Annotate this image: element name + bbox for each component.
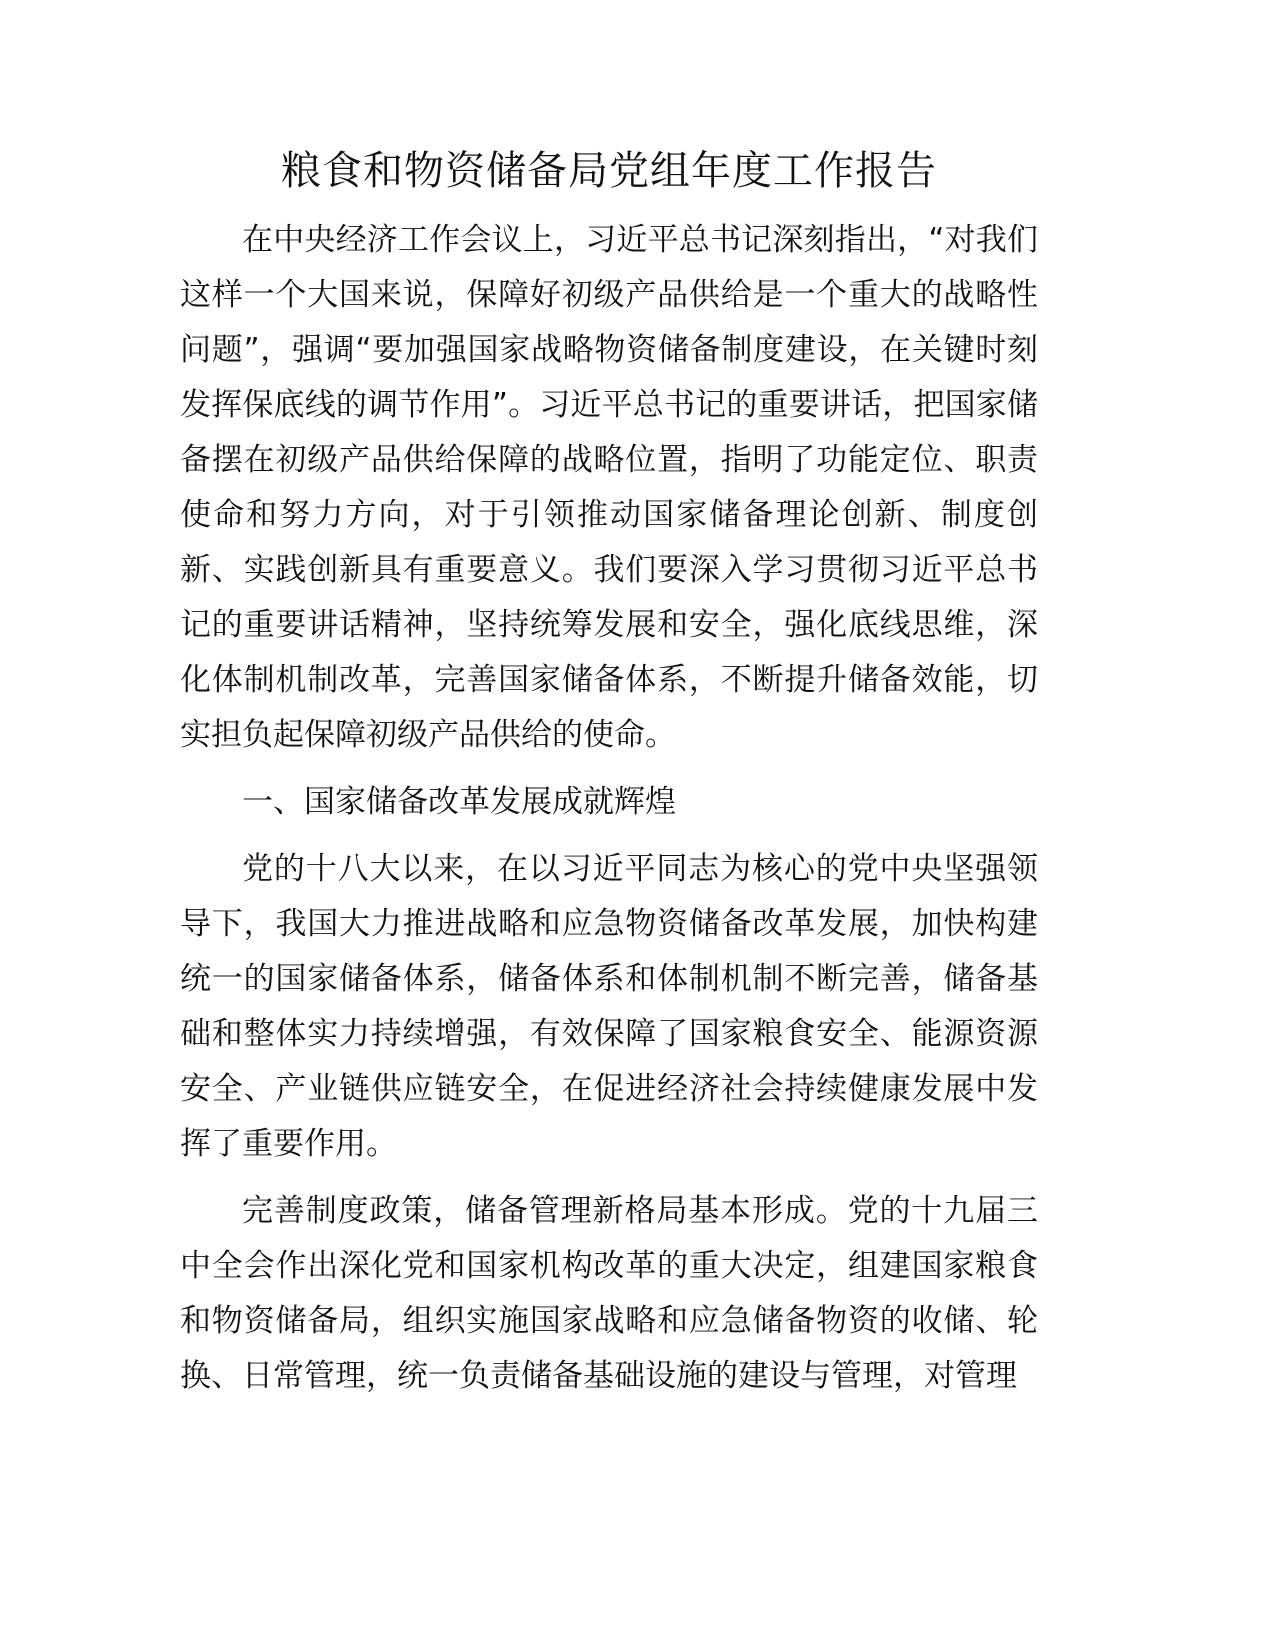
paragraph-intro: 在中央经济工作会议上，习近平总书记深刻指出，“对我们这样一个大国来说，保障好初级产品供给是一个重大的战略性问题”，强调“要加强国家战略物资储备制度建设，在关键时刻发挥保底线的调节作用”。习近平总书记的重要讲话，把国家储备摆在初级产品供给保障的战略位置，指明了功能定位、职责使命和努力方向，对于引领推动国家储备理论创新、制度创新、实践创新具有重要意义。我们要深入学习贯彻习近平总书记的重要讲话精神，坚持统筹发展和安全，强化底线思维，深化体制机制改革，完善国家储备体系，不断提升储备效能，切实担负起保障初级产品供给的使命。 xyxy=(180,222,1038,753)
paragraph-policy: 完善制度政策，储备管理新格局基本形成。党的十九届三中全会作出深化党和国家机构改革的重大决定，组建国家粮食和物资储备局，组织实施国家战略和应急储备物资的收储、轮换、日常管理，统一负责储备基础设施的建设与管理，对管理 xyxy=(180,1193,1038,1394)
paragraph-achievements: 党的十八大以来，在以习近平同志为核心的党中央坚强领导下，我国大力推进战略和应急物资储备改革发展，加快构建统一的国家储备体系，储备体系和体制机制不断完善，储备基础和整体实力持续增强，有效保障了国家粮食安全、能源资源安全、产业链供应链安全，在促进经济社会持续健康发展中发挥了重要作用。 xyxy=(180,851,1038,1162)
document-title: 粮食和物资储备局党组年度工作报告 xyxy=(281,148,937,194)
document-body xyxy=(180,213,1038,1404)
section-heading-1: 一、国家储备改革发展成就辉煌 xyxy=(242,784,676,820)
